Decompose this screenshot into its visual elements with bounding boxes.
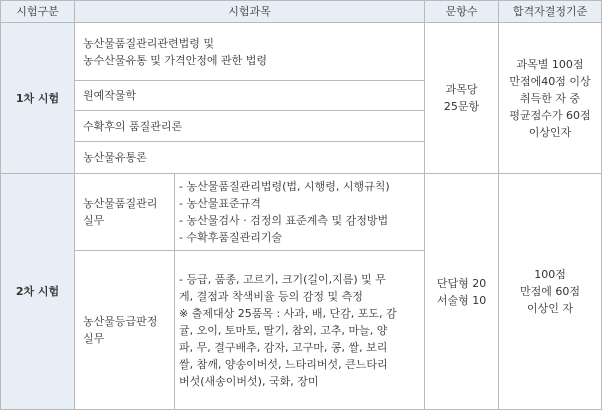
content-line: 쌀, 참깨, 양송이버섯, 느타리버섯, 큰느타리 — [179, 357, 388, 371]
content-line: 귤, 오이, 토마토, 딸기, 참외, 고추, 마늘, 양 — [179, 323, 388, 337]
criteria-line: 이상인자 — [528, 125, 572, 139]
subject-line: 농수산물유통 및 가격안정에 관한 법령 — [83, 53, 268, 67]
first-exam-question-count — [425, 23, 499, 174]
header-subjects: 시험과목 — [75, 1, 425, 23]
criteria-line: 만점에 60점 — [520, 285, 581, 298]
content-line: - 농산물표준규격 — [179, 197, 261, 210]
question-count-line: 과목당 — [445, 83, 478, 96]
subject-name-line: 농산물등급판정 — [83, 315, 158, 328]
question-count-line: 25문항 — [443, 100, 480, 113]
question-count-line: 단답형 20 — [436, 276, 487, 290]
header-row — [1, 1, 602, 23]
first-exam-pass-criteria — [499, 23, 602, 174]
content-line: - 농산물품질관리법령(법, 시행령, 시행규칙) — [179, 180, 390, 193]
header-pass-criteria: 합격자결정기준 — [499, 1, 602, 23]
subject-name-line: 실무 — [83, 214, 105, 227]
second-exam-label: 2차 시험 — [1, 174, 75, 410]
first-exam-subject-3: 수확후의 품질관리론 — [75, 111, 425, 142]
second-exam-subject-content-1 — [175, 174, 425, 251]
second-exam-subject-name-2 — [75, 251, 175, 410]
second-exam-pass-criteria — [499, 174, 602, 410]
content-line: 파, 무, 결구배추, 감자, 고구마, 콩, 쌀, 보리 — [179, 340, 388, 354]
second-exam-subject-content-2 — [175, 251, 425, 410]
criteria-line: 과목별 100점 — [516, 57, 584, 71]
second-exam-question-count — [425, 174, 499, 410]
subject-name-line: 실무 — [83, 332, 105, 345]
content-line: 게, 결점과 착색비율 등의 감정 및 측정 — [179, 289, 363, 303]
content-line: ※ 출제대상 25품목 : 사과, 배, 단감, 포도, 감 — [179, 306, 397, 320]
second-exam-subject-name-1 — [75, 174, 175, 251]
content-line: - 수확후품질관리기술 — [179, 231, 283, 244]
criteria-line: 이상인 자 — [527, 302, 574, 315]
criteria-line: 취득한 자 중 — [519, 91, 581, 105]
first-exam-subject-1 — [75, 23, 425, 81]
content-line: 버섯(새송이버섯), 국화, 장미 — [179, 374, 319, 388]
header-category: 시험구분 — [1, 1, 75, 23]
second-exam-row-1 — [1, 174, 602, 251]
criteria-line: 평균점수가 60점 — [509, 108, 591, 122]
subject-line: 농산물품질관리관련법령 및 — [83, 36, 215, 50]
question-count-line: 서술형 10 — [436, 293, 487, 307]
first-exam-subject-2: 원예작물학 — [75, 81, 425, 111]
first-exam-row-1 — [1, 23, 602, 81]
content-line: - 농산물검사 · 검정의 표준계측 및 감정방법 — [179, 214, 389, 227]
content-line: - 등급, 품종, 고르기, 크기(길이,지름) 및 무 — [179, 272, 386, 286]
first-exam-label: 1차 시험 — [1, 23, 75, 174]
header-question-count: 문항수 — [425, 1, 499, 23]
criteria-line: 100점 — [534, 268, 566, 281]
first-exam-subject-4: 농산물유통론 — [75, 142, 425, 174]
criteria-line: 만점에40점 이상 — [509, 74, 591, 88]
subject-name-line: 농산물품질관리 — [83, 197, 158, 210]
